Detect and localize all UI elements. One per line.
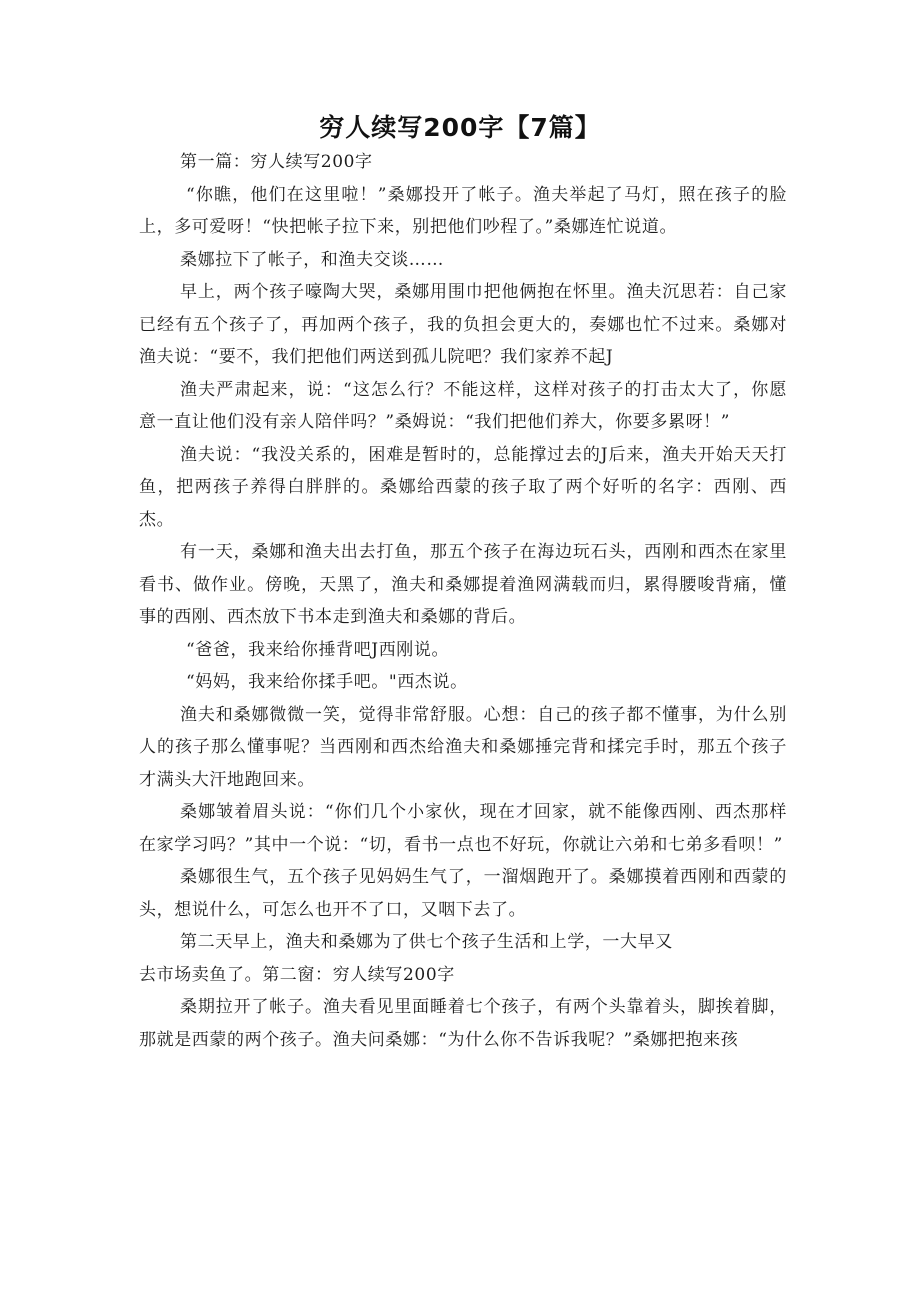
paragraph: “你瞧，他们在这里啦！”桑娜投开了帐子。渔夫举起了马灯，照在孩子的脸上，多可爱呀！“快把帐子拉下来，别把他们吵程了。”桑娜连忙说道。 — [139, 184, 787, 237]
document-title: 穷人续写200字【7篇】 — [319, 113, 601, 142]
section-heading: 第一篇：穷人续写200字 — [180, 152, 373, 172]
paragraph: “妈妈，我来给你揉手吧。"西杰说。 — [186, 672, 468, 692]
paragraph: “爸爸，我来给你捶背吧J西刚说。 — [186, 639, 450, 660]
document-body — [139, 146, 787, 1056]
paragraph: 去市场卖鱼了。第二窗：穷人续写200字 — [139, 964, 455, 985]
paragraph: 桑娜皱着眉头说：“你们几个小家伙，现在才回家，就不能像西刚、西杰那样在家学习吗？”其中一个说：“切，看书一点也不好玩，你就让六弟和七弟多看呗！” — [139, 802, 787, 855]
paragraph: 桑娜很生气，五个孩子见妈妈生气了，一溜烟跑开了。桑娜摸着西刚和西蒙的头，想说什么，可怎么也开不了口，又咽下去了。 — [139, 867, 787, 920]
paragraph: 早上，两个孩子嚎陶大哭，桑娜用围巾把他俩抱在怀里。渔夫沉思若：自己家已经有五个孩子了，再加两个孩子，我的负担会更大的，奏娜也忙不过来。桑娜对渔夫说：“要不，我们把他们两送到孤儿院吧？我们家养不起J — [139, 282, 787, 367]
paragraph: 桑娜拉下了帐子，和渔夫交谈…… — [180, 249, 444, 270]
paragraph: 桑期拉开了帐子。渔夫看见里面睡着七个孩子，有两个头靠着头，脚挨着脚，那就是西蒙的两个孩子。渔夫问桑娜：“为什么你不告诉我呢？”桑娜把抱来孩 — [139, 997, 787, 1050]
paragraph: 第二天早上，渔夫和桑娜为了供七个孩子生活和上学，一大早又 — [180, 932, 673, 952]
paragraph: 渔夫和桑娜微微一笑，觉得非常舒服。心想：自己的孩子都不懂事，为什么别人的孩子那么懂事呢？当西刚和西杰给渔夫和桑娜捶完背和揉完手时，那五个孩子才满头大汗地跑回来。 — [139, 704, 787, 790]
paragraph: 有一天，桑娜和渔夫出去打鱼，那五个孩子在海边玩石头，西刚和西杰在家里看书、做作业。傍晚，天黑了，渔夫和桑娜提着渔网满载而归，累得腰唆背痛，懂事的西刚、西杰放下书本走到渔夫和桑娜的背后。 — [139, 542, 787, 627]
paragraph: 渔夫严肃起来，说：“这怎么行？不能这样，这样对孩子的打击太大了，你愿意一直让他们没有亲人陪伴吗？”桑姆说：“我们把他们养大，你要多累呀！” — [139, 379, 787, 432]
paragraph: 渔夫说：“我没关系的，困难是暂时的，总能撑过去的J后来，渔夫开始天天打鱼，把两孩子养得白胖胖的。桑娜给西蒙的孩子取了两个好听的名字：西刚、西杰。 — [139, 444, 787, 530]
